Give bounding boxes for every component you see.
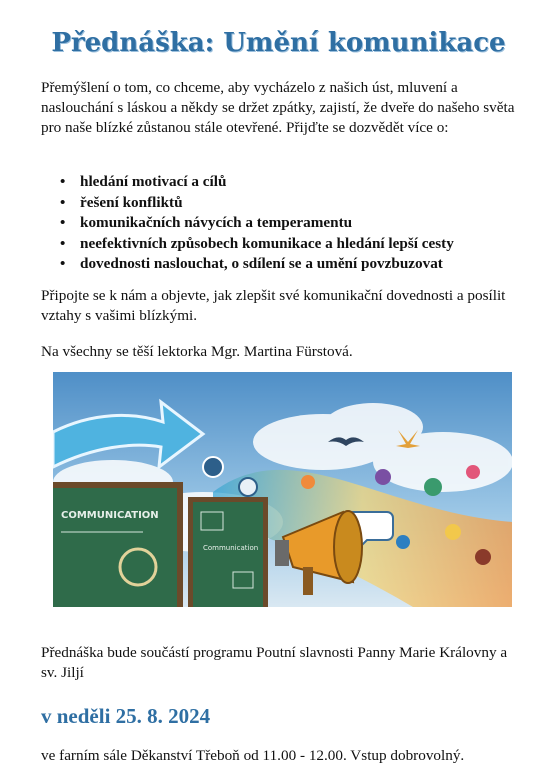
document-title: Přednáška: Umění komunikace xyxy=(51,28,506,58)
venue-paragraph: ve farním sále Děkanství Třeboň od 11.00 - 12.00. Vstup dobrovolný. xyxy=(41,747,465,764)
topic-item: • komunikačních návycích a temperamentu xyxy=(58,213,454,234)
topic-item: • řešení konfliktů xyxy=(58,193,454,214)
board-right-label: Communication xyxy=(203,544,259,552)
topic-list xyxy=(58,172,454,275)
topic-item: • neefektivních způsobech komunikace a hledání lepší cesty xyxy=(58,234,454,255)
lector-paragraph: Na všechny se těší lektorka Mgr. Martina Fürstová. xyxy=(41,343,353,360)
topic-item: • hledání motivací a cílů xyxy=(58,172,454,193)
join-paragraph: Připojte se k nám a objevte, jak zlepšit své komunikační dovednosti a posílit vztahy s vašimi blízkými. xyxy=(41,287,506,324)
event-date: v neděli 25. 8. 2024 xyxy=(41,704,211,728)
chalkboard-left xyxy=(53,482,183,607)
communication-illustration xyxy=(53,372,512,607)
program-paragraph: Přednáška bude součástí programu Poutní slavnosti Panny Marie Královny a sv. Jiljí xyxy=(41,644,508,681)
topic-item: • dovednosti naslouchat, o sdílení se a umění povzbuzovat xyxy=(58,254,454,275)
board-left-label: COMMUNICATION xyxy=(61,510,159,521)
chalkboard-right xyxy=(188,497,268,607)
intro-paragraph: Přemýšlení o tom, co chceme, aby vycházelo z našich úst, mluvení a naslouchání s láskou a někdy se držet zpátky, zajistí, že dveře do našeho světa pro naše blízké zůstanou stále otevřené. Přijďte se dozvědět více o: xyxy=(41,79,515,136)
